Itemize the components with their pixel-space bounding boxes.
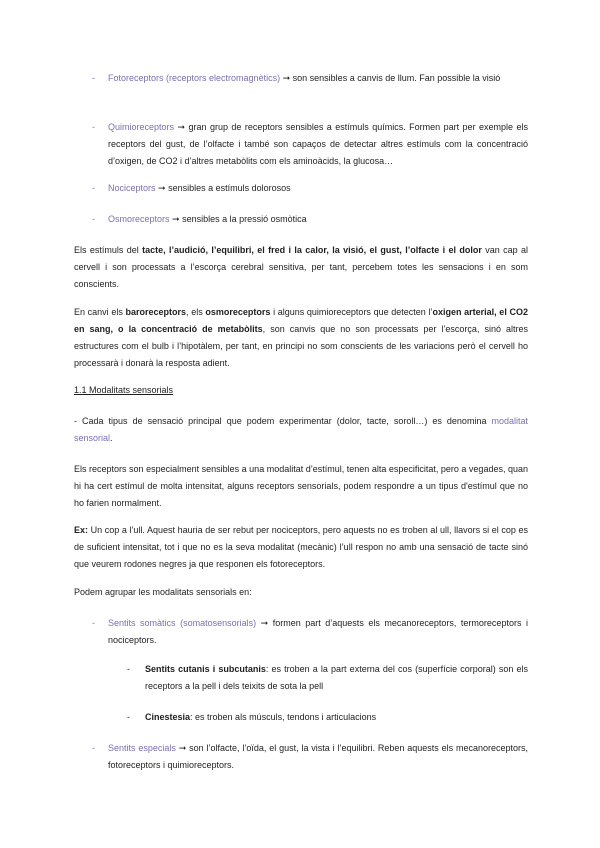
bullet-sentits-especials [108,740,528,774]
sub-bullet-cutanis [145,661,528,695]
bullet-dash: - [92,73,95,83]
bullet-term: Nociceptors [108,183,156,193]
text: : es troben als músculs, tendons i articulacions [190,712,377,722]
example-label: Ex: [74,525,89,535]
text: , son canvis que no son processats per l’escorça, sinó altres estructures com el bulb i l’hipotàlem, per tant, en principi no som conscients de les variacions però el cervell ho processarà i donarà la resposta adient. [74,324,528,368]
arrow-icon: ➞ [282,73,291,83]
bold-text: oxigen arterial, el CO2 en sang, o la concentració de metabòlits [74,307,528,334]
arrow-icon: ➞ [177,122,186,132]
bullet-dash: - [92,122,95,132]
paragraph-receptors: Els receptors son especialment sensibles a una modalitat d’estímul, tenen alta especificitat, pero a vegades, quan hi ha cert estímul de molta intensitat, alguns receptors sensorials, podem respondre a un tipus d'estímul que no ho farien normalment. [74,464,528,508]
bullet-term: Sentits especials [108,743,176,753]
text: - Cada tipus de sensació principal que podem experimentar (dolor, tacte, soroll…) es denomina [74,416,492,426]
text: van cap al cervell i son processats a l’escorça cerebral sensitiva, per tant, percebem totes les sensacions i en som conscients. [74,245,529,289]
bullet-term: Quimioreceptors [108,122,175,132]
bullet-osmoreceptors [108,211,528,228]
bullet-term: Sentits somàtics (somatosensorials) [108,618,257,628]
paragraph-agrupar: Podem agrupar les modalitats sensorials en: [74,587,252,597]
sub-bullet-cinestesia [145,709,528,726]
bullet-term: Osmoreceptors [108,214,170,224]
text: En canvi els [74,307,126,317]
text: : es troben a la part externa del cos (superfície corporal) son els receptors a la pell i dels teixits de sota la pell [145,664,528,691]
section-heading: 1.1 Modalitats sensorials [74,385,174,395]
bullet-text: son sensibles a canvis de llum. Fan possible la visió [292,73,501,83]
bullet-fotoreceptors [108,70,528,87]
text: , els [186,307,206,317]
bold-text: Cinestesia [145,712,191,722]
bullet-sentits-somatics [108,615,528,649]
bullet-dash: - [92,743,95,753]
text: . [110,433,113,443]
bullet-text: formen part d’aquests els mecanoreceptors, termoreceptors i nociceptors. [108,618,528,645]
paragraph-example [74,522,528,573]
bullet-quimioreceptors [108,119,528,170]
bullet-text: son l’olfacte, l’oïda, el gust, la vista i l’equilibri. Reben aquests els mecanoreceptors, fotoreceptors i quimioreceptors. [108,743,528,770]
text: i alguns quimioreceptors que detecten l’ [270,307,433,317]
bullet-text: gran grup de receptors sensibles a estímuls químics. Formen part per exemple els receptors del gust, de l’olfacte i també son capaços de detectar altres estímuls com la concentració d’oxigen, de CO2 i d’altres metabòlits com els aminoàcids, la glucosa… [108,122,528,166]
arrow-icon: ➞ [172,214,180,224]
bullet-dash: - [92,214,95,224]
paragraph-modalitat [74,413,528,447]
bold-text: Sentits cutanis i subcutanis [145,664,266,674]
sub-bullet-dash: - [127,712,130,722]
paragraph-estimuls [74,242,528,293]
highlighted-term: modalitat sensorial [74,416,528,443]
bullet-nociceptors [108,180,528,197]
bullet-text: sensibles a estímuls dolorosos [168,183,291,193]
arrow-icon: ➞ [158,183,166,193]
arrow-icon: ➞ [260,618,269,628]
bullet-dash: - [92,618,95,628]
bullet-text: sensibles a la pressió osmòtica [182,214,307,224]
bullet-dash: - [92,183,95,193]
bullet-term: Fotoreceptors (receptors electromagnètics) [108,73,281,83]
arrow-icon: ➞ [178,743,187,753]
paragraph-baroreceptors [74,304,528,372]
text: Els estímuls del [74,245,143,255]
sub-bullet-dash: - [127,664,130,674]
bold-text: osmoreceptors [205,307,271,317]
text: Un cop a l’ull. Aquest hauria de ser rebut per nociceptors, pero aquests no es troben al ull, llavors si el cop es de suficient intensitat, tot i que no es la seva modalitat (mecànic) l’ull respon no amb una sensació de tacte sinó que veurem rodones negres ja que responen els fotoreceptors. [74,525,528,569]
bold-text: tacte, l’audició, l’equilibri, el fred i la calor, la visió, el gust, l’olfacte i el dolor [142,245,482,255]
bold-text: baroreceptors [125,307,187,317]
